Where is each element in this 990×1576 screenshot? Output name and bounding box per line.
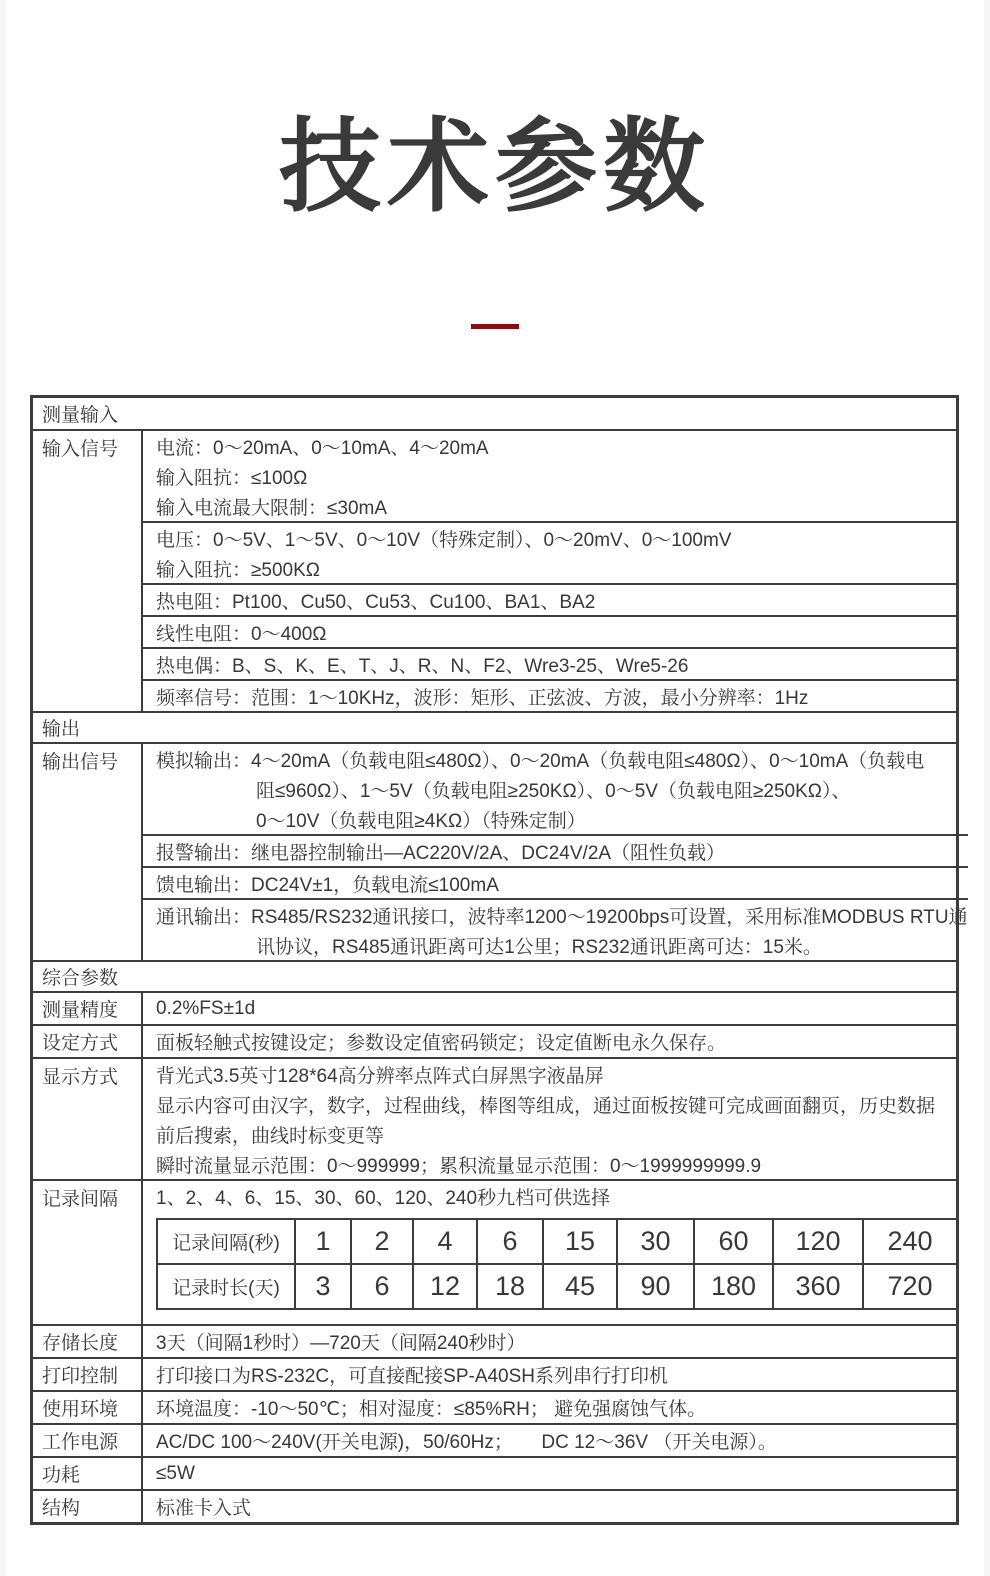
- row-accuracy: [33, 991, 956, 1024]
- row-label-print-control: 打印控制: [33, 1359, 143, 1390]
- spec-line: 热电阻：Pt100、Cu50、Cu53、Cu100、BA1、BA2: [156, 591, 596, 613]
- mini-table-value-cell: 90: [618, 1265, 695, 1308]
- mini-table-value-cell: 6: [478, 1220, 544, 1263]
- mini-table-value-cell: 15: [544, 1220, 618, 1263]
- spec-table: [30, 395, 968, 1525]
- spec-line: 热电偶：B、S、K、E、T、J、R、N、F2、Wre3-25、Wre5-26: [156, 655, 689, 677]
- page-right-gutter: [984, 0, 990, 1576]
- cell-rtd: [143, 583, 956, 615]
- mini-table-value-cell: 18: [478, 1265, 544, 1308]
- cell-thermocouple: [143, 647, 956, 679]
- cell-alarm-output: [143, 834, 968, 866]
- mini-table-header-cell: 记录时长(天): [158, 1265, 296, 1308]
- spec-line: 输入阻抗：≥500KΩ: [156, 559, 321, 581]
- input-signal-cells: [143, 431, 956, 711]
- row-structure: [33, 1489, 956, 1522]
- spec-line: 电流：0～20mA、0～10mA、4～20mA: [156, 437, 489, 459]
- row-label-working-power: 工作电源: [33, 1425, 143, 1456]
- row-label-record-interval: 记录间隔: [33, 1181, 143, 1324]
- mini-table-value-cell: 180: [695, 1265, 774, 1308]
- mini-table-value-cell: 120: [774, 1220, 864, 1263]
- row-label-display-method: 显示方式: [33, 1059, 143, 1179]
- spec-line: 频率信号：范围：1～10KHz，波形：矩形、正弦波、方波，最小分辨率：1Hz: [156, 687, 809, 709]
- row-print-control: [33, 1357, 956, 1390]
- row-record-interval: [33, 1179, 956, 1324]
- power-consumption-value: ≤5W: [156, 1462, 195, 1484]
- spec-line: 显示内容可由汉字，数字，过程曲线，棒图等组成，通过面板按键可完成画面翻页，历史数据: [156, 1095, 936, 1117]
- spec-line: 讯协议，RS485通讯距离可达1公里；RS232通讯距离可达：15米。: [256, 936, 822, 958]
- row-power-consumption: [33, 1456, 956, 1489]
- cell-voltage: [143, 521, 956, 583]
- spec-line: 电压：0～5V、1～5V、0～10V（特殊定制）、0～20mV、0～100mV: [156, 529, 732, 551]
- mini-table-value-cell: 2: [352, 1220, 414, 1263]
- row-label-power-consumption: 功耗: [33, 1458, 143, 1489]
- row-output-signal: [33, 742, 968, 960]
- record-duration-days-row: [158, 1263, 956, 1308]
- setting-method-value: 面板轻触式按键设定；参数设定值密码锁定；设定值断电永久保存。: [156, 1033, 727, 1055]
- row-setting-method: [33, 1024, 956, 1057]
- mini-table-value-cell: 60: [695, 1220, 774, 1263]
- cell-frequency-signal: [143, 679, 956, 711]
- row-label-setting-method: 设定方式: [33, 1026, 143, 1057]
- environment-value: 环境温度：-10～50℃；相对湿度：≤85%RH； 避免强腐蚀气体。: [156, 1399, 707, 1421]
- spec-line: 馈电输出：DC24V±1，负载电流≤100mA: [156, 874, 499, 896]
- section-title: 测量输入: [42, 405, 119, 427]
- row-label-storage-length: 存储长度: [33, 1326, 143, 1357]
- row-label-structure: 结构: [33, 1491, 143, 1522]
- spec-line: 模拟输出：4～20mA（负载电阻≤480Ω）、0～20mA（负载电阻≤480Ω）、0～10mA（负载电: [156, 750, 925, 772]
- row-label-input-signal: 输入信号: [33, 431, 143, 711]
- cell-analog-output: [143, 744, 968, 834]
- mini-table-value-cell: 360: [774, 1265, 864, 1308]
- section-title: 综合参数: [42, 968, 119, 990]
- record-interval-value: [143, 1181, 958, 1324]
- accuracy-value: 0.2%FS±1d: [156, 997, 256, 1019]
- mini-table-value-cell: 720: [887, 1271, 933, 1302]
- row-label-output-signal: 输出信号: [33, 744, 143, 960]
- page-left-gutter: [0, 0, 6, 1576]
- output-signal-cells: [143, 744, 968, 960]
- mini-table-value-cell: 1: [296, 1220, 352, 1263]
- mini-table-value-cell: 4: [414, 1220, 478, 1263]
- section-title: 输出: [42, 719, 81, 741]
- section-header-measure-input: [33, 398, 956, 429]
- mini-table-value-cell: 3: [296, 1265, 352, 1308]
- title-underline-dash: [471, 324, 519, 329]
- row-label-accuracy: 测量精度: [33, 993, 143, 1024]
- row-label-environment: 使用环境: [33, 1392, 143, 1423]
- section-header-general-params: [33, 960, 956, 991]
- cell-comm-output: [143, 898, 968, 960]
- row-display-method: [33, 1057, 956, 1179]
- spec-line: 前后搜索，曲线时标变更等: [156, 1125, 385, 1147]
- cell-linear-resistance: [143, 615, 956, 647]
- storage-length-value: 3天（间隔1秒时）—720天（间隔240秒时）: [156, 1333, 526, 1355]
- spec-line: 背光式3.5英寸128*64高分辨率点阵式白屏黑字液晶屏: [156, 1065, 604, 1087]
- spec-line: 1、2、4、6、15、30、60、120、240秒九档可供选择: [156, 1187, 611, 1209]
- section-header-output: [33, 711, 956, 742]
- print-control-value: 打印接口为RS-232C，可直接配接SP-A40SH系列串行打印机: [156, 1366, 669, 1388]
- spec-line: 0～10V（负载电阻≥4KΩ）（特殊定制）: [256, 810, 586, 832]
- spec-line: 通讯输出：RS485/RS232通讯接口，波特率1200～19200bps可设置，采用标准MODBUS RTU通: [156, 906, 968, 928]
- working-power-value: AC/DC 100～240V(开关电源)，50/60Hz； DC 12～36V （开关电源）。: [156, 1432, 777, 1454]
- spec-line: 线性电阻：0～400Ω: [156, 623, 327, 645]
- mini-table-header-cell: 记录间隔(秒): [158, 1220, 296, 1263]
- cell-current: [143, 431, 956, 521]
- spec-line: 报警输出：继电器控制输出—AC220V/2A、DC24V/2A（阻性负载）: [156, 842, 726, 864]
- record-interval-seconds-row: [158, 1220, 956, 1263]
- spec-line: 阻≤960Ω）、1～5V（负载电阻≥250KΩ）、0～5V（负载电阻≥250KΩ）、: [256, 780, 851, 802]
- mini-table-value-cell: 12: [414, 1265, 478, 1308]
- row-storage-length: [33, 1324, 956, 1357]
- page-title: 技术参数: [279, 110, 711, 224]
- row-environment: [33, 1390, 956, 1423]
- row-working-power: [33, 1423, 956, 1456]
- mini-table-value-cell: 6: [352, 1265, 414, 1308]
- mini-table-value-cell: 45: [544, 1265, 618, 1308]
- record-interval-table: [156, 1218, 958, 1310]
- structure-value: 标准卡入式: [156, 1498, 252, 1520]
- spec-line: 瞬时流量显示范围：0～999999；累积流量显示范围：0～1999999999.9: [156, 1155, 762, 1177]
- spec-line: 输入电流最大限制：≤30mA: [156, 497, 388, 519]
- mini-table-value-cell: 30: [618, 1220, 695, 1263]
- display-method-value: [143, 1059, 956, 1179]
- mini-table-value-cell: 240: [887, 1226, 933, 1257]
- row-input-signal: [33, 429, 956, 711]
- cell-feed-output: [143, 866, 968, 898]
- spec-line: 输入阻抗：≤100Ω: [156, 467, 308, 489]
